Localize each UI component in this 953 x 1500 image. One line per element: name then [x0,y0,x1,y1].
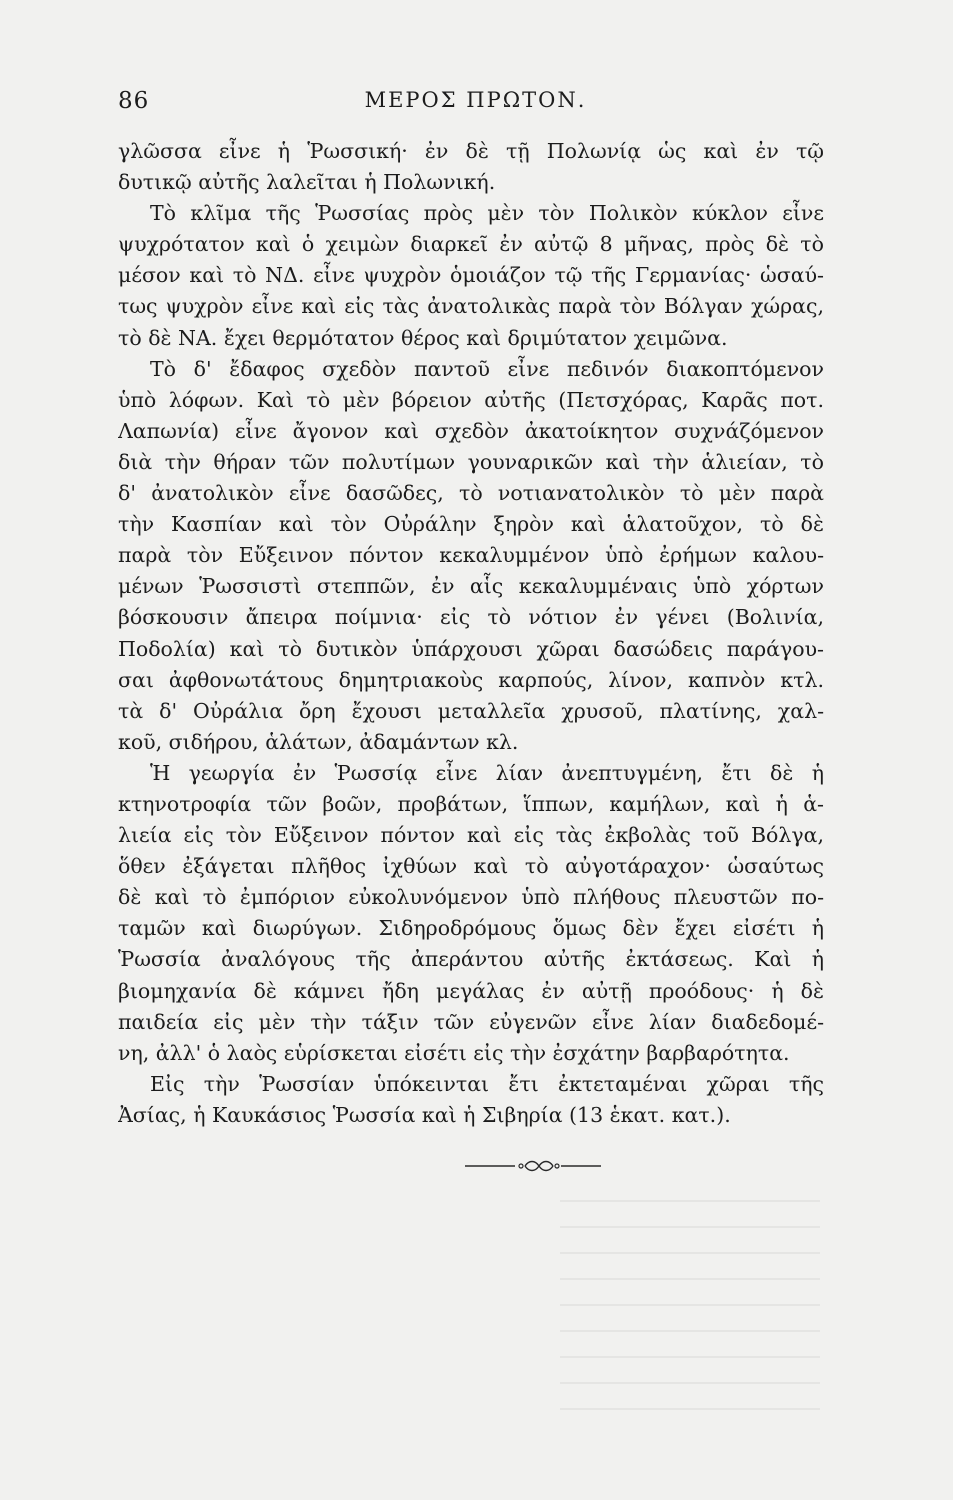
body-text [118,136,824,1131]
text-line: Τὸ δ' ἔδαφος σχεδὸν παντοῦ εἶνε πεδινόν διακοπτόμενον [150,356,824,381]
text-line: κτηνοτροφία τῶν βοῶν, προβάτων, ἵππων, καμήλων, καὶ ἡ ἁ- [118,791,824,816]
text-line: ταμῶν καὶ διωρύγων. Σιδηροδρόμους ὅμως δὲν ἔχει εἰσέτι ἡ [118,916,824,941]
text-line: ψυχρότατον καὶ ὁ χειμὼν διαρκεῖ ἐν αὐτῷ 8 μῆνας, πρὸς δὲ τὸ [118,232,824,257]
text-line: τὸ δὲ ΝΑ. ἔχει θερμότατον θέρος καὶ δριμύτατον χειμῶνα. [118,325,728,350]
text-line: διὰ τὴν θήραν τῶν πολυτίμων γουναρικῶν καὶ τὴν ἁλιείαν, τὸ [118,449,824,474]
page-header [118,88,833,118]
section-end-ornament [463,1158,603,1174]
running-title: ΜΕΡΟΣ ΠΡΩΤΟΝ. [364,88,587,112]
text-line: λιεία εἰς τὸν Εὔξεινον πόντον καὶ εἰς τὰς ἐκβολὰς τοῦ Βόλγα, [118,823,824,848]
text-line: μένων Ῥωσσιστὶ στεππῶν, ἐν αἷς κεκαλυμμέναις ὑπὸ χόρτων [118,574,824,599]
text-line: βόσκουσιν ἄπειρα ποίμνια· εἰς τὸ νότιον ἐν γένει (Βολινία, [118,605,824,630]
text-line: Ἡ γεωργία ἐν Ῥωσσίᾳ εἶνε λίαν ἀνεπτυγμένη, ἔτι δὲ ἡ [150,760,824,785]
text-line: δυτικῷ αὐτῆς λαλεῖται ἡ Πολωνική. [118,170,496,195]
text-line: ὑπὸ λόφων. Καὶ τὸ μὲν βόρειον αὐτῆς (Πετσχόρας, Καρᾶς ποτ. [118,387,824,412]
show-through-texture [560,1200,820,1420]
text-line: τὴν Κασπίαν καὶ τὸν Οὐράλην ξηρὸν καὶ ἁλατοῦχον, τὸ δὲ [118,512,824,537]
text-line: γλῶσσα εἶνε ἡ Ῥωσσική· ἐν δὲ τῇ Πολωνίᾳ ὡς καὶ ἐν τῷ [118,139,824,163]
text-line: Ἀσίας, ἡ Καυκάσιος Ῥωσσία καὶ ἡ Σιβηρία (13 ἑκατ. κατ.). [118,1102,731,1127]
text-line: Ῥωσσία ἀναλόγους τῆς ἀπεράντου αὐτῆς ἐκτάσεως. Καὶ ἡ [118,947,824,972]
text-line: παιδεία εἰς μὲν τὴν τάξιν τῶν εὐγενῶν εἶνε λίαν διαδεδομέ- [118,1009,824,1034]
text-line: τως ψυχρὸν εἶνε καὶ εἰς τὰς ἀνατολικὰς παρὰ τὸν Βόλγαν χώρας, [118,294,824,319]
text-line: δὲ καὶ τὸ ἐμπόριον εὐκολυνόμενον ὑπὸ πλήθους πλευστῶν πο- [118,885,824,910]
text-line: τὰ δ' Οὐράλια ὄρη ἔχουσι μεταλλεῖα χρυσοῦ, πλατίνης, χαλ- [118,698,824,723]
text-line: παρὰ τὸν Εὔξεινον πόντον κεκαλυμμένον ὑπὸ ἐρήμων καλου- [118,543,824,568]
text-line: μέσον καὶ τὸ ΝΔ. εἶνε ψυχρὸν ὁμοιάζον τῷ τῆς Γερμανίας· ὡσαύ- [118,263,824,288]
text-line: νη, ἀλλ' ὁ λαὸς εὑρίσκεται εἰσέτι εἰς τὴν ἐσχάτην βαρβαρότητα. [118,1040,790,1065]
text-line: Εἰς τὴν Ῥωσσίαν ὑπόκεινται ἔτι ἐκτεταμέναι χῶραι τῆς [150,1071,824,1096]
text-line: Λαπωνία) εἶνε ἄγονον καὶ σχεδὸν ἀκατοίκητον συχνάζόμενον [118,418,824,443]
text-line: δ' ἀνατολικὸν εἶνε δασῶδες, τὸ νοτιανατολικὸν τὸ μὲν παρὰ [118,481,824,506]
text-line: βιομηχανία δὲ κάμνει ἤδη μεγάλας ἐν αὐτῇ προόδους· ἡ δὲ [118,978,824,1003]
text-line: Τὸ κλῖμα τῆς Ῥωσσίας πρὸς μὲν τὸν Πολικὸν κύκλον εἶνε [150,201,824,226]
text-line: σαι ἀφθονωτάτους δημητριακοὺς καρπούς, λίνον, καπνὸν κτλ. [118,667,824,692]
page-number: 86 [118,88,150,114]
text-line: Ποδολία) καὶ τὸ δυτικὸν ὑπάρχουσι χῶραι δασώδεις παράγου- [118,636,824,661]
text-line: ὅθεν ἐξάγεται πλῆθος ἰχθύων καὶ τὸ αὐγοτάραχον· ὡσαύτως [118,854,824,879]
text-line: κοῦ, σιδήρου, ἁλάτων, ἀδαμάντων κλ. [118,729,519,754]
